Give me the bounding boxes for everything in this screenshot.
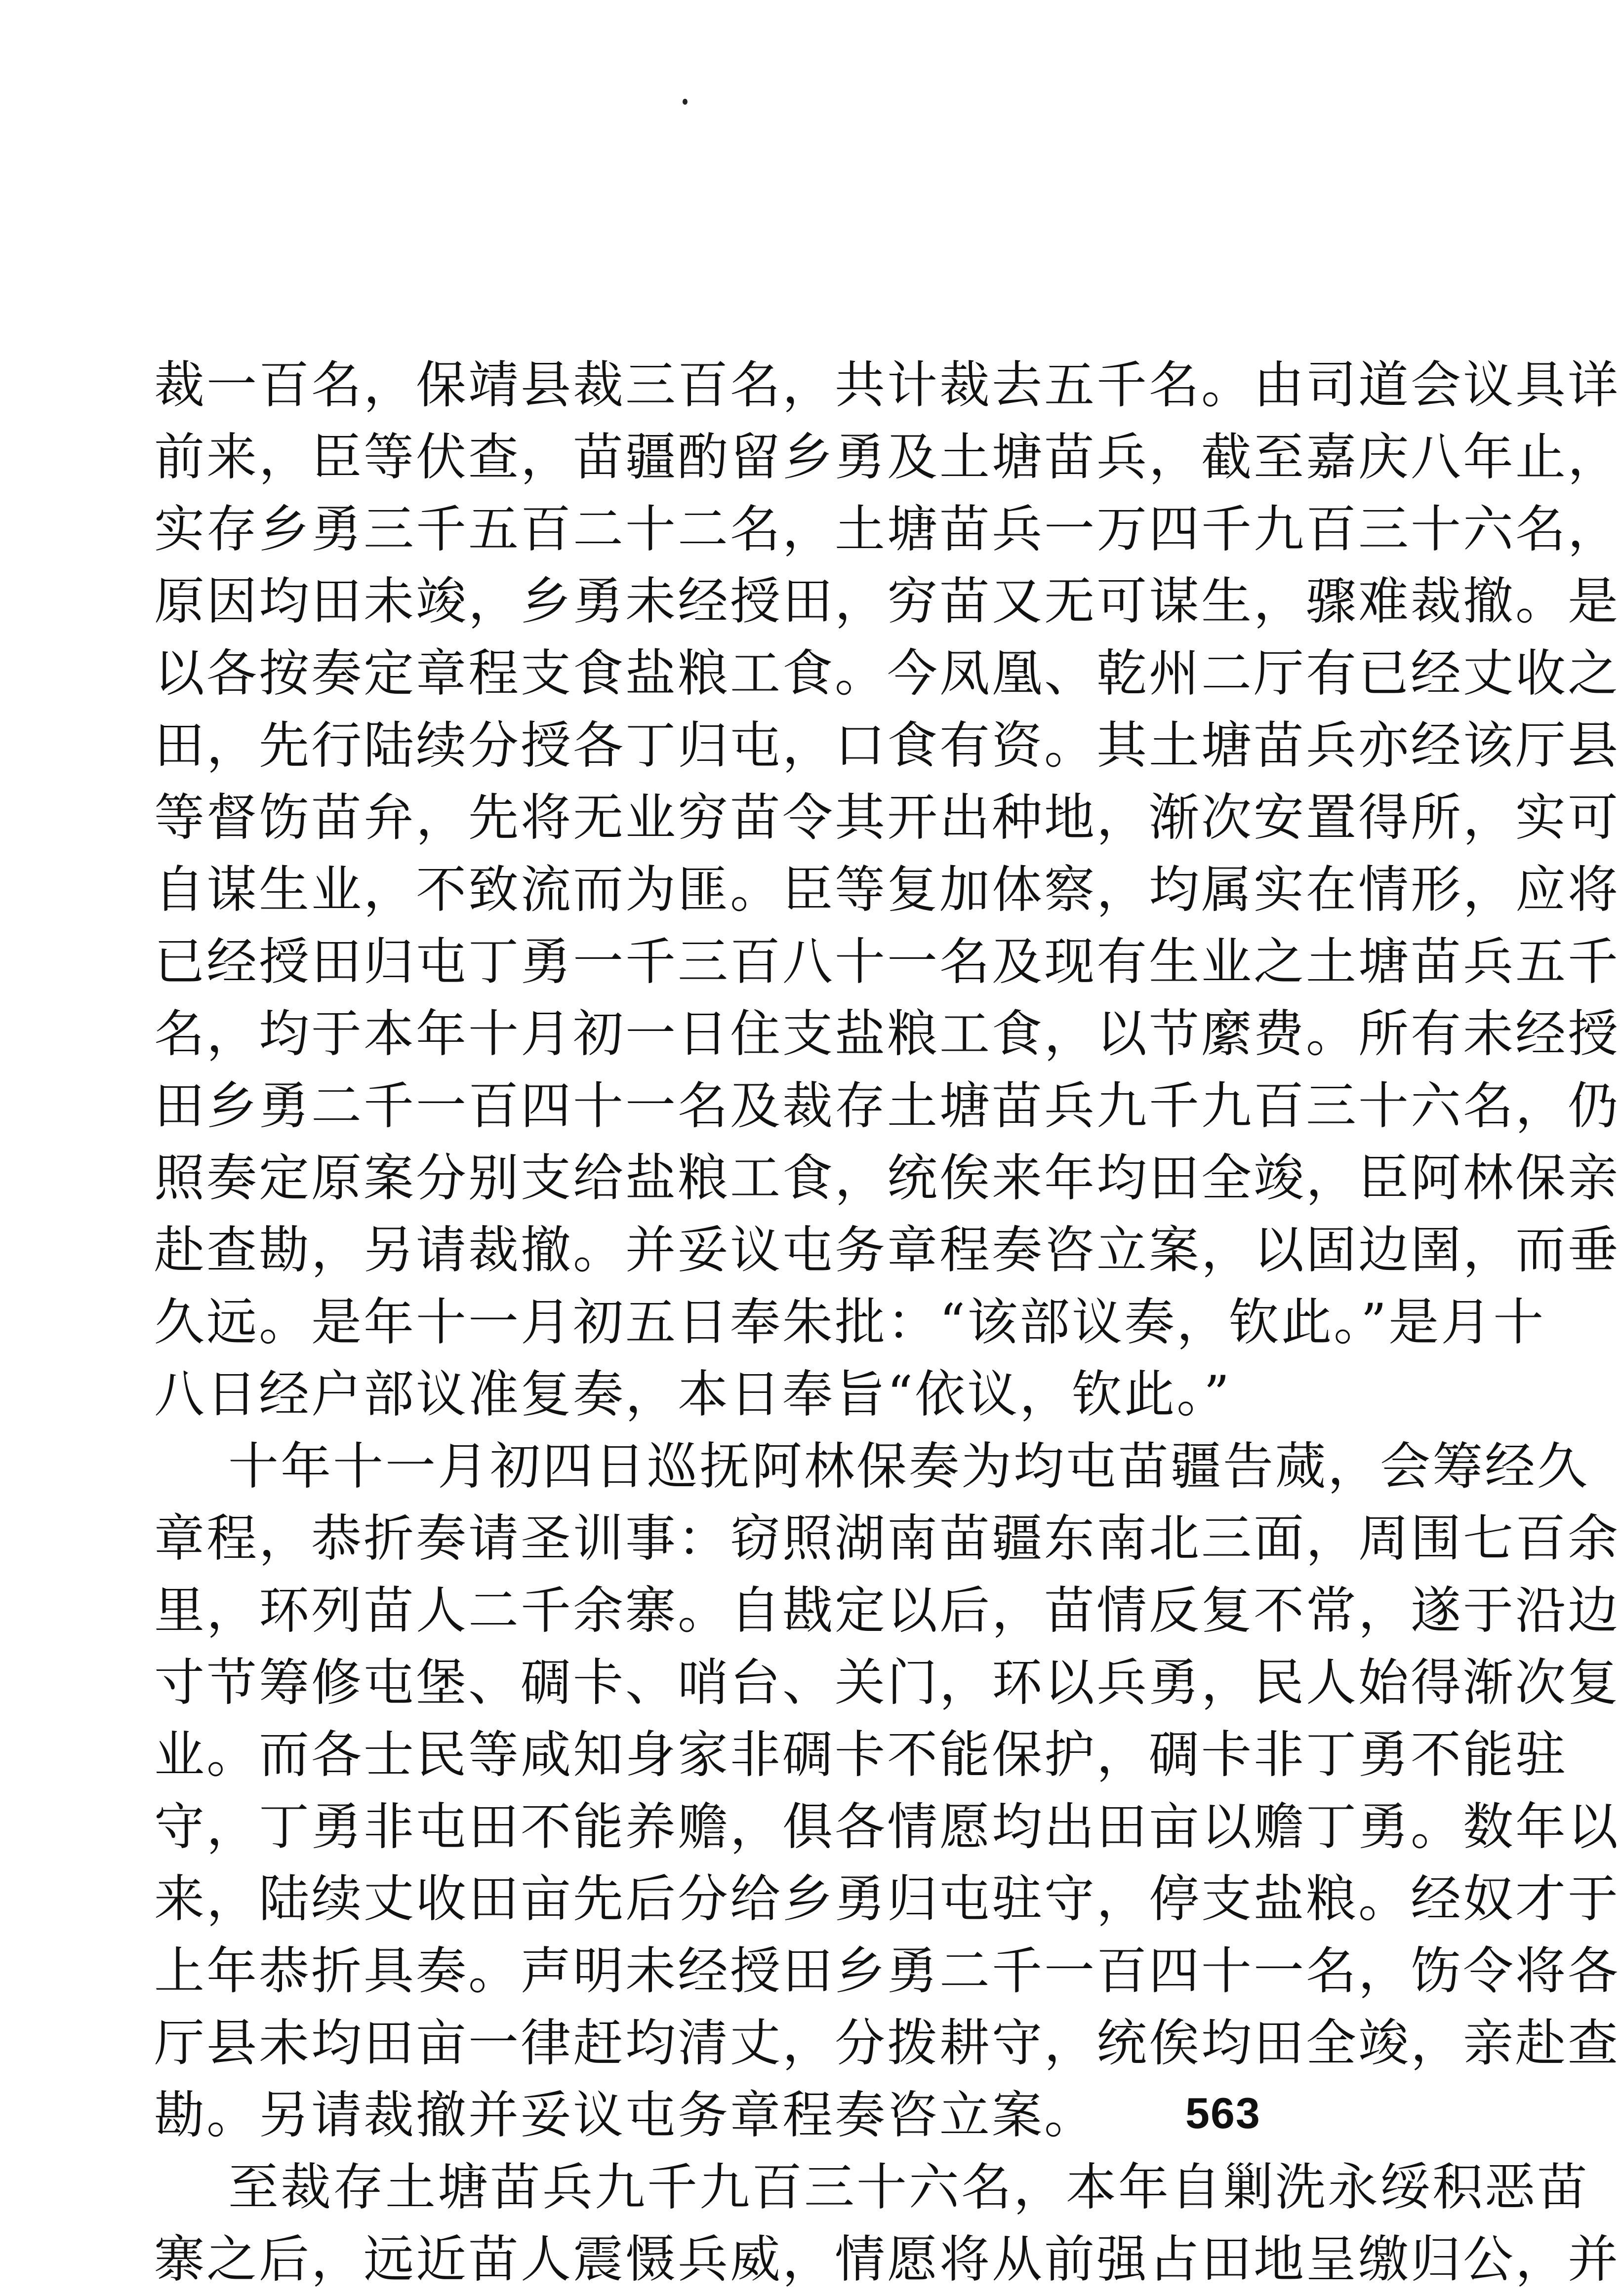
print-speck (683, 99, 688, 105)
text-line: 里，环列苗人二千余寨。自戡定以后，苗情反复不常，遂于沿边 (154, 1582, 1620, 1640)
text-line: 久远。是年十一月初五日奉朱批：“该部议奏，钦此。”是月十 (154, 1293, 1546, 1352)
text-line: 以各按奏定章程支食盐粮工食。今凤凰、乾州二厅有已经丈收之 (154, 644, 1620, 703)
body-text (154, 350, 1620, 2296)
text-line: 勘。另请裁撤并妥议屯务章程奏咨立案。 (154, 2086, 1096, 2145)
text-line: 田，先行陆续分授各丁归屯，口食有资。其土塘苗兵亦经该厅县 (154, 716, 1620, 775)
text-line: 寸节筹修屯堡、碉卡、哨台、关门，环以兵勇，民人始得渐次复 (154, 1654, 1620, 1712)
text-line: 已经授田归屯丁勇一千三百八十一名及现有生业之土塘苗兵五千 (154, 933, 1620, 991)
page-number: 563 (1185, 2089, 1261, 2138)
text-line: 田乡勇二千一百四十一名及裁存土塘苗兵九千九百三十六名，仍 (154, 1077, 1620, 1136)
text-line: 原因均田未竣，乡勇未经授田，穷苗又无可谋生，骤难裁撤。是 (154, 572, 1620, 631)
text-line: 厅县未均田亩一律赶均清丈，分拨耕守，统俟均田全竣，亲赴查 (154, 2014, 1620, 2073)
text-line: 守，丁勇非屯田不能养赡，俱各情愿均出田亩以赡丁勇。数年以 (154, 1798, 1620, 1857)
paragraph-start-line: 至裁存土塘苗兵九千九百三十六名，本年自剿洗永绥积恶苗 (228, 2158, 1589, 2217)
text-line: 名，均于本年十月初一日住支盐粮工食，以节縻费。所有未经授 (154, 1005, 1620, 1064)
paragraph-start-line: 十年十一月初四日巡抚阿林保奏为均屯苗疆告蒇，会筹经久 (228, 1437, 1589, 1496)
text-line: 等督饬苗弁，先将无业穷苗令其开出种地，渐次安置得所，实可 (154, 789, 1620, 847)
text-line: 赴查勘，另请裁撤。并妥议屯务章程奏咨立案，以固边圉，而垂 (154, 1221, 1620, 1280)
text-line: 实存乡勇三千五百二十二名，土塘苗兵一万四千九百三十六名， (154, 500, 1620, 559)
text-line: 来，陆续丈收田亩先后分给乡勇归屯驻守，停支盐粮。经奴才于 (154, 1870, 1620, 1929)
text-line: 裁一百名，保靖县裁三百名，共计裁去五千名。由司道会议具详 (154, 356, 1620, 415)
text-line: 章程，恭折奏请圣训事：窃照湖南苗疆东南北三面，周围七百余 (154, 1509, 1620, 1568)
text-line: 上年恭折具奏。声明未经授田乡勇二千一百四十一名，饬令将各 (154, 1942, 1620, 2001)
text-line: 自谋生业，不致流而为匪。臣等复加体察，均属实在情形，应将 (154, 861, 1620, 919)
text-line: 寨之后，远近苗人震慑兵威，情愿将从前强占田地呈缴归公，并 (154, 2230, 1620, 2289)
text-line: 前来，臣等伏查，苗疆酌留乡勇及土塘苗兵，截至嘉庆八年止， (154, 428, 1620, 487)
text-line: 业。而各士民等咸知身家非碉卡不能保护，碉卡非丁勇不能驻 (154, 1726, 1568, 1784)
text-line: 八日经户部议准复奏，本日奉旨“依议，钦此。” (154, 1365, 1232, 1424)
text-line: 照奏定原案分别支给盐粮工食，统俟来年均田全竣，臣阿林保亲 (154, 1149, 1620, 1208)
